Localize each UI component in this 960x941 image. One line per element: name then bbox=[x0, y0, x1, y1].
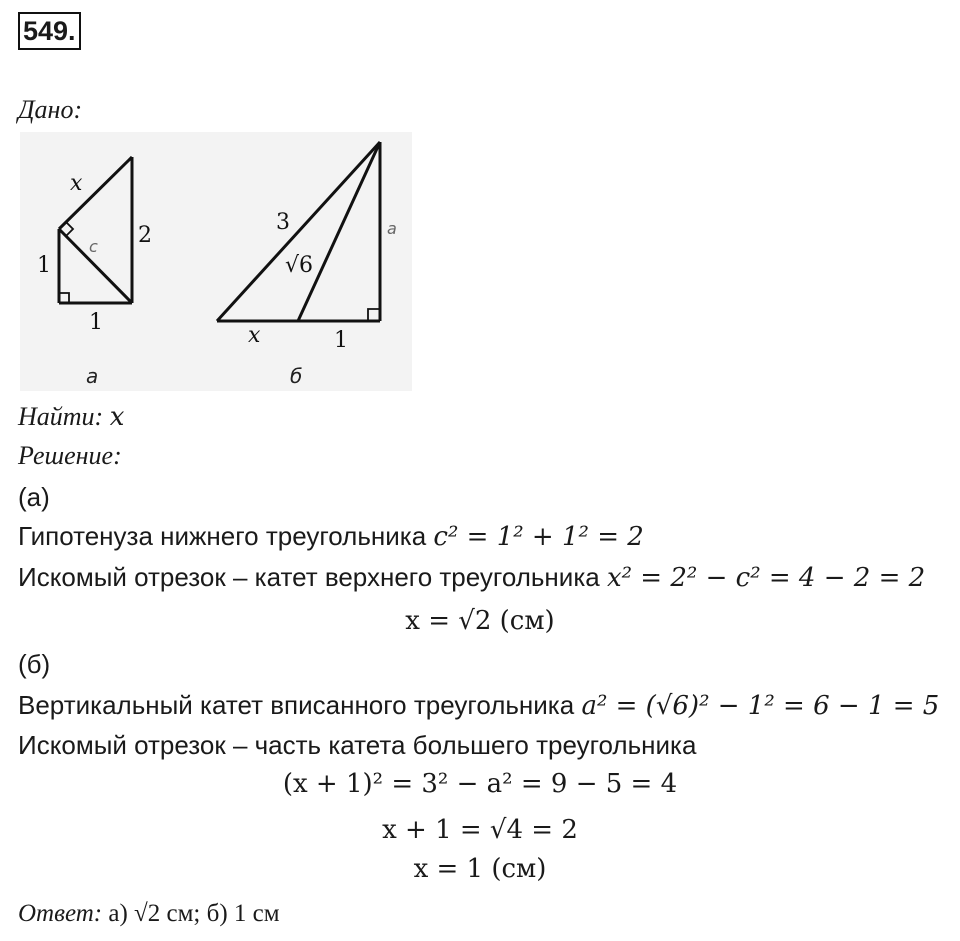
part-a-line2-math: x² = 2² − c² = 4 − 2 = 2 bbox=[606, 563, 926, 593]
answer-label: Ответ: bbox=[18, 900, 103, 927]
part-b-eq2: x + 1 = √4 = 2 bbox=[382, 815, 578, 845]
answer-text: а) √2 см; б) 1 см bbox=[102, 900, 280, 927]
part-b-line2: Искомый отрезок – часть катета большего треугольника bbox=[18, 730, 697, 760]
part-a-line2 bbox=[18, 561, 925, 594]
fig-b-label-3: 3 bbox=[276, 210, 290, 235]
answer-line bbox=[18, 898, 280, 930]
fig-b-caption: б bbox=[290, 364, 303, 388]
fig-a-label-1-vertical: 1 bbox=[37, 253, 51, 278]
part-a-line1-text: Гипотенуза нижнего треугольника bbox=[18, 521, 434, 551]
part-b-marker: (б) bbox=[18, 649, 51, 679]
fig-a-label-c: c bbox=[89, 237, 98, 256]
task-number: 549. bbox=[18, 12, 81, 50]
fig-b-right-angle bbox=[368, 309, 380, 321]
part-b-eq3: x = 1 (см) bbox=[413, 854, 547, 884]
fig-a-label-x: x bbox=[70, 171, 83, 196]
find-label: Найти: bbox=[18, 402, 104, 431]
fig-b-label-sqrt6: √6 bbox=[285, 253, 314, 278]
part-b-line1-text: Вертикальный катет вписанного треугольника bbox=[18, 690, 582, 720]
figure-triangles bbox=[20, 132, 412, 391]
find-line bbox=[18, 401, 124, 433]
fig-b-side-sqrt6 bbox=[298, 142, 380, 321]
part-b-line1 bbox=[18, 689, 939, 722]
solution-label: Решение: bbox=[18, 441, 122, 470]
part-a-result: x = √2 (см) bbox=[405, 606, 555, 636]
part-b-eq1: (x + 1)² = 3² − a² = 9 − 5 = 4 bbox=[282, 769, 678, 799]
figure-b bbox=[217, 142, 380, 321]
fig-a-caption: а bbox=[86, 364, 99, 388]
fig-a-label-1-horizontal: 1 bbox=[89, 310, 103, 335]
part-a-marker: (а) bbox=[18, 482, 50, 512]
part-a-line1-math: c² = 1² + 1² = 2 bbox=[433, 522, 644, 552]
find-value: x bbox=[109, 402, 125, 432]
given-label: Дано: bbox=[18, 95, 83, 124]
part-a-line1 bbox=[18, 520, 644, 553]
fig-b-side-3 bbox=[217, 142, 380, 321]
fig-b-label-a: a bbox=[387, 219, 397, 238]
fig-a-label-2: 2 bbox=[138, 223, 152, 248]
part-a-line2-text: Искомый отрезок – катет верхнего треугольника bbox=[18, 562, 607, 592]
fig-b-label-1: 1 bbox=[334, 328, 348, 353]
fig-a-right-angle-top bbox=[66, 222, 73, 236]
part-b-line1-math: a² = (√6)² − 1² = 6 − 1 = 5 bbox=[581, 691, 940, 721]
fig-b-label-x: x bbox=[248, 323, 261, 348]
